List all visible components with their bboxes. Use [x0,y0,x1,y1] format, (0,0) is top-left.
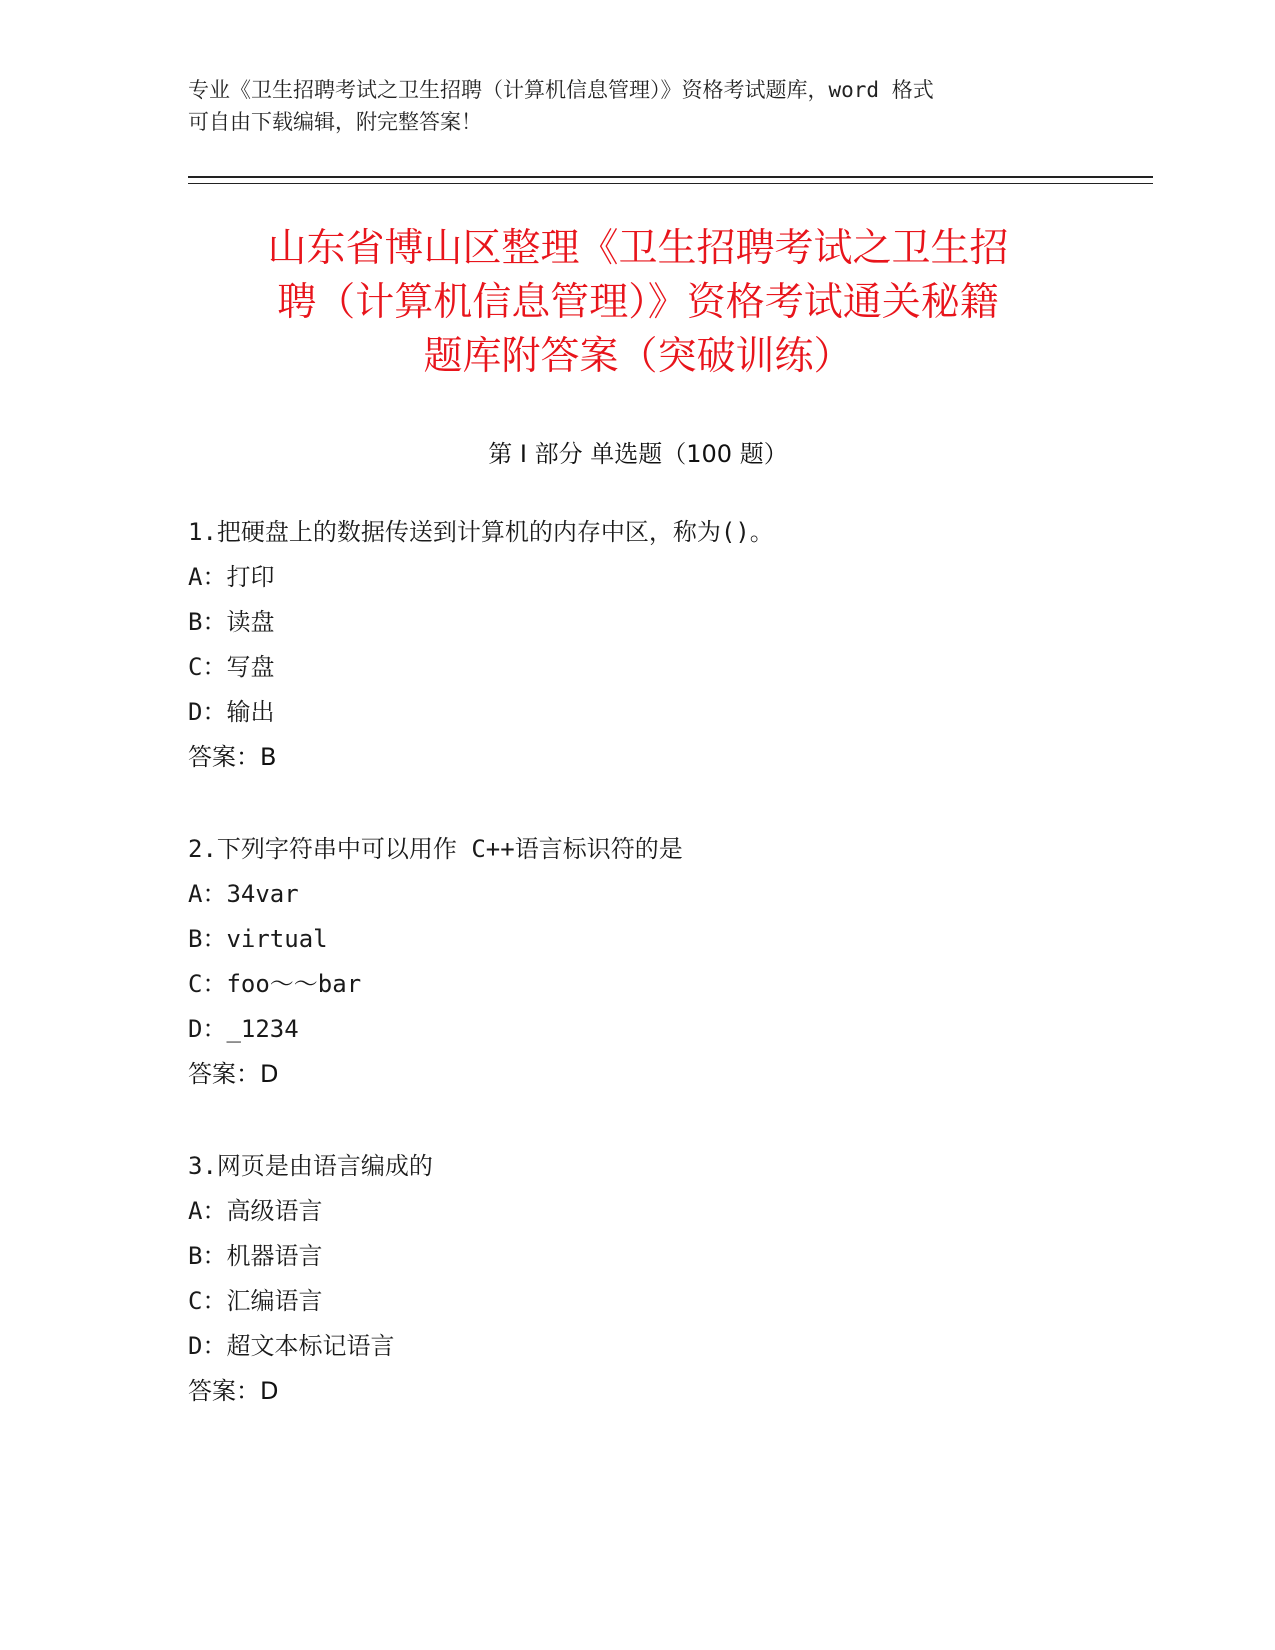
header-note-line-2: 可自由下载编辑，附完整答案！ [188,110,482,134]
document-title-line-2: 聘（计算机信息管理）》资格考试通关秘籍 [277,280,999,325]
option-c: C：汇编语言 [188,1287,323,1315]
option-a: A：打印 [188,563,275,591]
header-divider-thin [188,183,1153,184]
option-b: B：virtual [188,925,328,953]
answer: 答案：D [188,1060,279,1088]
option-d: D：超文本标记语言 [188,1332,395,1360]
question-1 [188,510,1148,780]
option-c: C：写盘 [188,653,275,681]
question-stem: 2.下列字符串中可以用作 C++语言标识符的是 [188,835,683,863]
option-d: D：输出 [188,698,275,726]
document-title-line-3: 题库附答案（突破训练） [423,334,853,379]
question-stem: 1.把硬盘上的数据传送到计算机的内存中区，称为()。 [188,518,774,546]
answer: 答案：D [188,1377,279,1405]
question-2 [188,827,1148,1097]
option-a: A：高级语言 [188,1197,323,1225]
header-note [188,74,1088,138]
option-b: B：机器语言 [188,1242,323,1270]
answer: 答案：B [188,743,277,771]
option-b: B：读盘 [188,608,275,636]
question-3 [188,1144,1148,1414]
document-title-line-1: 山东省博山区整理《卫生招聘考试之卫生招 [267,226,1009,271]
section-title: 第 I 部分 单选题（100 题） [488,440,788,468]
document-title [188,222,1088,384]
header-divider-thick [188,176,1153,178]
option-d: D：_1234 [188,1015,299,1043]
header-note-line-1: 专业《卫生招聘考试之卫生招聘（计算机信息管理）》资格考试题库，word 格式 [188,78,934,102]
option-c: C：foo～～bar [188,970,362,998]
question-stem: 3.网页是由语言编成的 [188,1152,433,1180]
option-a: A：34var [188,880,299,908]
